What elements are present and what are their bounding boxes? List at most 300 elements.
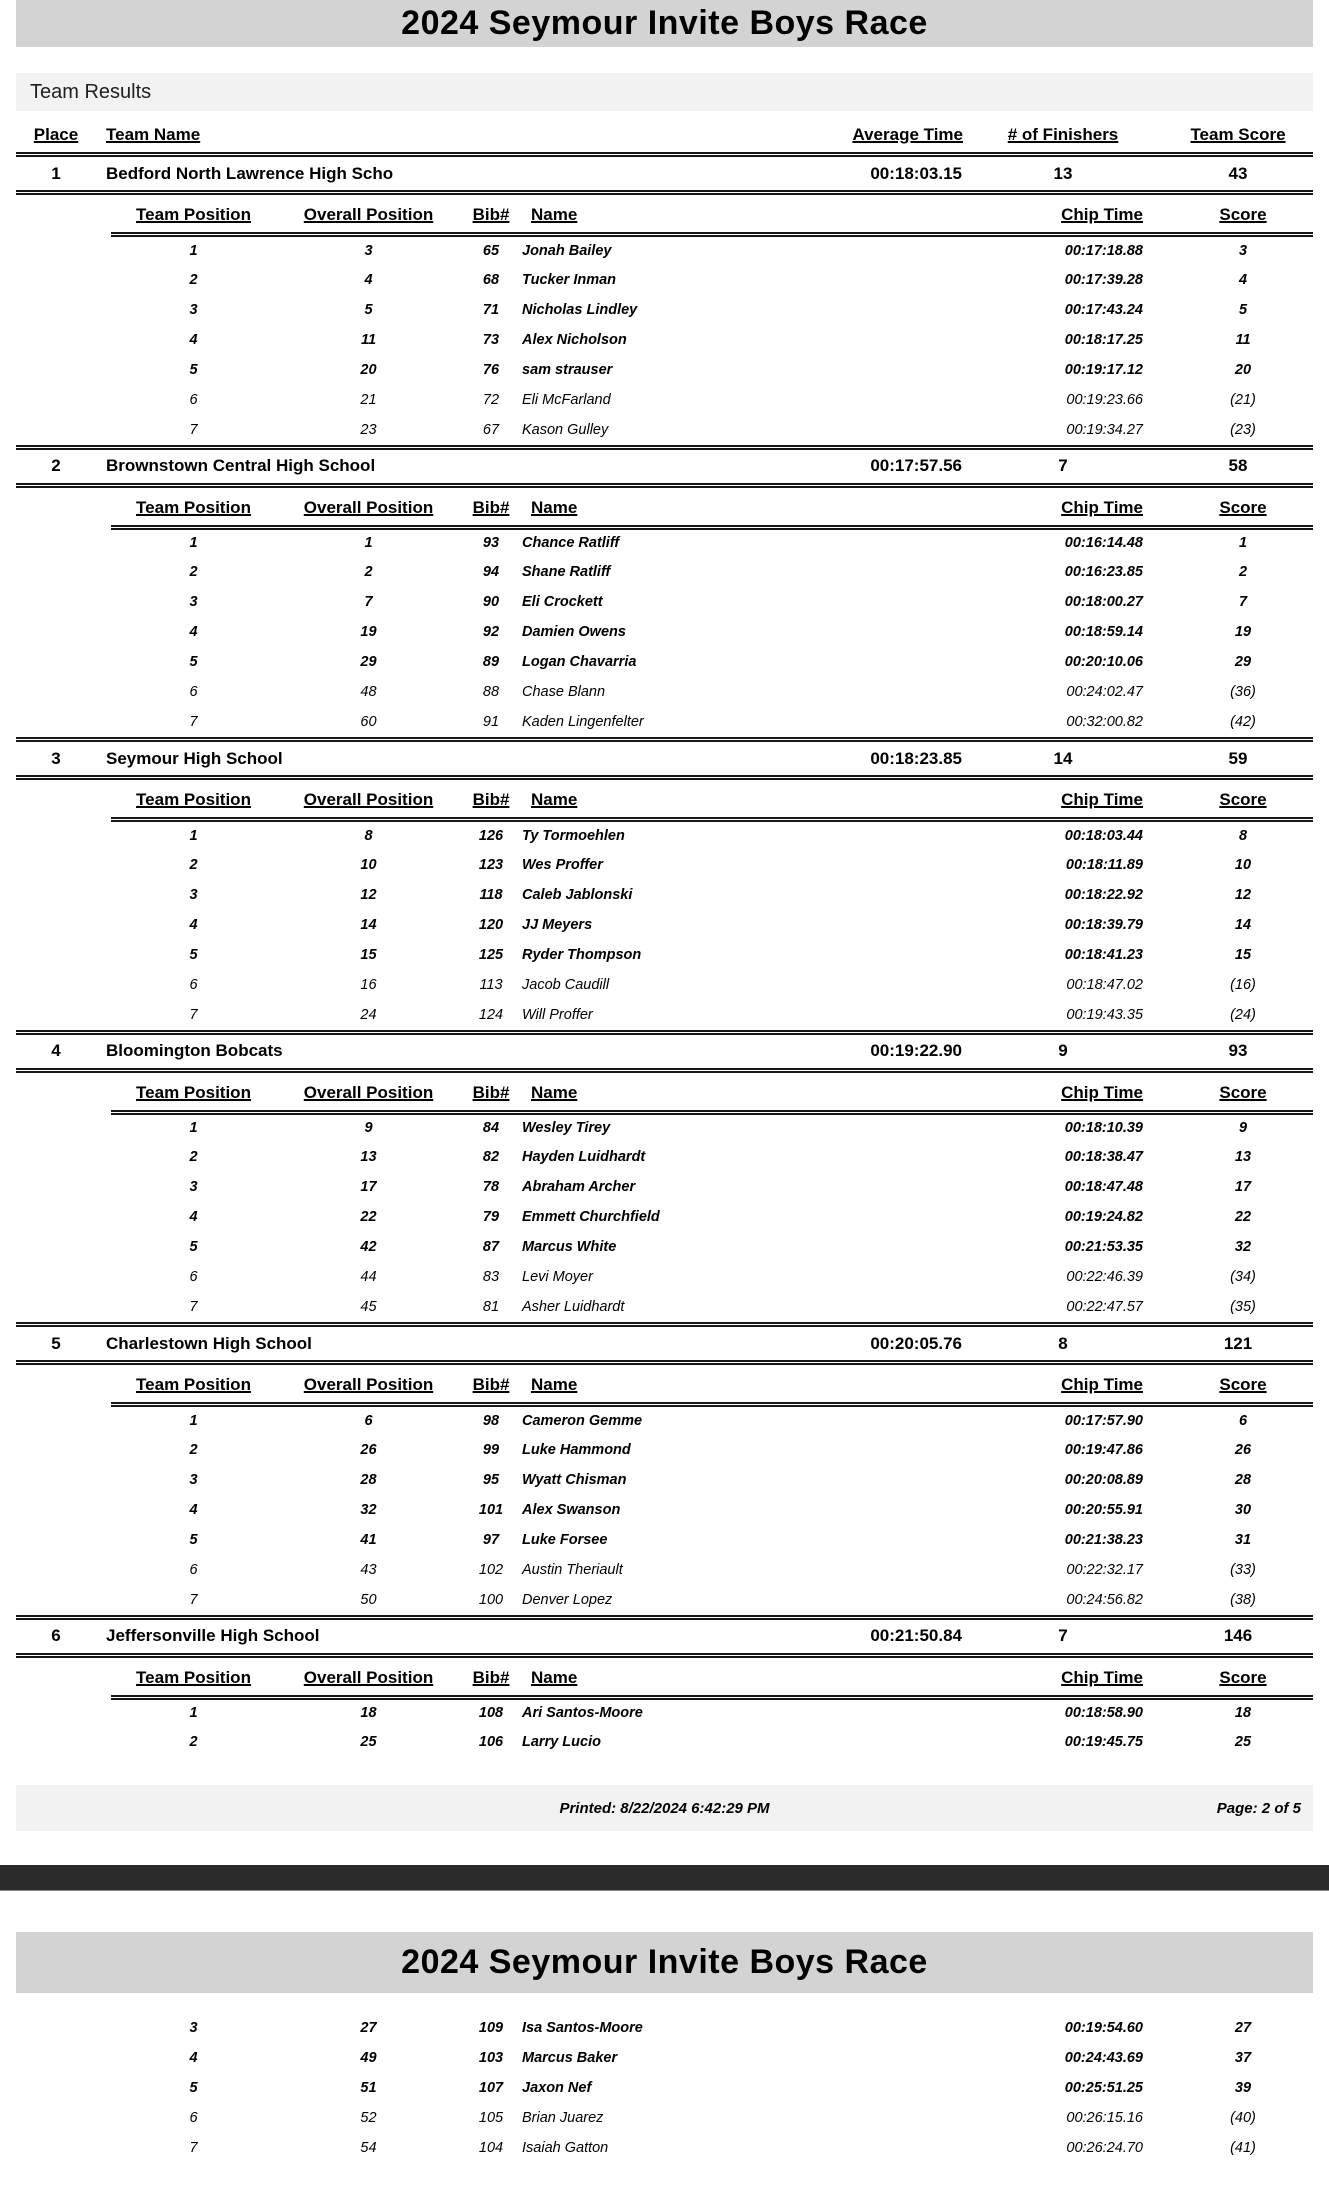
runner-overall-position: 48 <box>360 684 377 700</box>
runner-score: 29 <box>1234 654 1252 670</box>
runner-name: Chase Blann <box>522 684 606 700</box>
runner-team-position: 4 <box>189 1501 198 1518</box>
runner-bib: 118 <box>479 886 503 903</box>
runner-bib: 104 <box>478 2140 504 2156</box>
runner-score: (36) <box>1230 684 1256 700</box>
runner-overall-position: 25 <box>360 1734 377 1750</box>
runner-team-position: 2 <box>189 1441 198 1458</box>
team-name: Brownstown Central High School <box>96 447 678 485</box>
runner-chip-time: 00:17:43.24 <box>1064 301 1143 318</box>
runner-score: (16) <box>1230 976 1256 993</box>
runner-overall-position: 51 <box>360 2080 377 2096</box>
runner-overall-position: 2 <box>364 564 373 580</box>
sub-col-chip-time: Chip Time <box>953 1658 1173 1698</box>
runner-score: 2 <box>1238 564 1248 580</box>
runner-chip-time: 00:21:38.23 <box>1064 1531 1143 1548</box>
team-summary-row <box>16 1617 1313 1655</box>
runner-row <box>111 1262 1313 1292</box>
runner-chip-time: 00:18:38.47 <box>1064 1149 1143 1165</box>
runner-name: Luke Forsee <box>522 1531 608 1548</box>
team-average-time: 00:18:03.15 <box>678 155 963 193</box>
runner-name: Jaxon Nef <box>522 2080 592 2096</box>
runner-overall-position: 41 <box>360 1531 377 1548</box>
runner-bib: 88 <box>482 684 500 700</box>
runner-score: 19 <box>1234 624 1252 640</box>
runner-chip-time: 00:16:14.48 <box>1064 535 1143 552</box>
runner-overall-position: 49 <box>360 2050 377 2066</box>
runner-bib: 125 <box>478 946 504 963</box>
runner-row <box>111 1142 1313 1172</box>
runner-bib: 103 <box>478 2050 504 2066</box>
runner-bib: 83 <box>482 1269 500 1285</box>
runner-name: Eli McFarland <box>522 391 611 408</box>
runner-bib: 67 <box>482 421 500 438</box>
col-header-finishers: # of Finishers <box>963 115 1163 155</box>
sub-col-team-position: Team Position <box>111 195 276 235</box>
sub-col-score: Score <box>1173 1073 1313 1113</box>
runner-score: 22 <box>1234 1209 1252 1225</box>
runner-bib: 76 <box>482 361 500 378</box>
runner-overall-position: 18 <box>360 1705 377 1722</box>
runner-team-position: 4 <box>189 1209 198 1225</box>
runner-score: 18 <box>1234 1705 1252 1722</box>
runner-row <box>111 1697 1313 1727</box>
runner-chip-time: 00:18:11.89 <box>1065 856 1143 873</box>
runner-score: (24) <box>1230 1006 1256 1023</box>
runner-team-position: 5 <box>189 1531 198 1548</box>
title-band-page-2 <box>16 1932 1313 1993</box>
sub-col-score: Score <box>1173 195 1313 235</box>
runner-table <box>111 1365 1313 1615</box>
runner-team-position: 7 <box>189 1591 198 1608</box>
runner-overall-position: 43 <box>360 1561 377 1578</box>
team-summary-row <box>16 740 1313 778</box>
runner-team-position: 6 <box>189 976 198 993</box>
runner-overall-position: 3 <box>364 242 373 259</box>
sub-col-score: Score <box>1173 488 1313 528</box>
sub-col-name: Name <box>521 780 953 820</box>
runner-chip-time: 00:22:46.39 <box>1066 1269 1143 1285</box>
team-name: Bedford North Lawrence High Scho <box>96 155 678 193</box>
runner-name: Marcus White <box>522 1239 617 1255</box>
runner-bib: 97 <box>482 1531 500 1548</box>
runner-overall-position: 60 <box>360 714 377 730</box>
runner-bib: 72 <box>482 391 500 408</box>
runner-overall-position: 5 <box>364 301 373 318</box>
runner-name: JJ Meyers <box>522 916 593 933</box>
sub-col-score: Score <box>1173 780 1313 820</box>
team-average-time: 00:21:50.84 <box>678 1617 963 1655</box>
team-detail-cell <box>16 193 1313 448</box>
runner-row <box>111 385 1313 415</box>
runner-score: 8 <box>1238 827 1248 844</box>
runner-team-position: 3 <box>189 886 198 903</box>
runner-bib: 124 <box>478 1006 504 1023</box>
runner-team-position: 1 <box>189 535 198 552</box>
runner-team-position: 5 <box>189 946 198 963</box>
runner-row <box>111 1112 1313 1142</box>
runner-score: 1 <box>1238 535 1248 552</box>
runner-chip-time: 00:18:47.48 <box>1064 1179 1143 1195</box>
runner-row <box>111 910 1313 940</box>
runner-overall-position: 27 <box>360 2020 377 2036</box>
sub-col-team-position: Team Position <box>111 488 276 528</box>
sub-col-chip-time: Chip Time <box>953 1365 1173 1405</box>
page-title-page-2: 2024 Seymour Invite Boys Race <box>401 1943 928 1981</box>
runner-name: Tucker Inman <box>522 271 617 288</box>
runner-bib: 68 <box>482 271 500 288</box>
runner-name: Marcus Baker <box>522 2050 618 2066</box>
runner-row <box>111 647 1313 677</box>
team-score: 93 <box>1163 1032 1313 1070</box>
runner-row <box>111 707 1313 737</box>
runner-bib: 79 <box>482 1209 500 1225</box>
runner-row <box>111 1292 1313 1322</box>
team-finishers: 14 <box>963 740 1163 778</box>
page-break-separator <box>0 1865 1329 1891</box>
team-detail-row <box>16 1363 1313 1618</box>
runner-score: 3 <box>1238 242 1248 259</box>
runner-chip-time: 00:20:55.91 <box>1064 1501 1143 1518</box>
runner-bib: 126 <box>478 827 504 844</box>
runner-row <box>111 355 1313 385</box>
section-band <box>16 73 1313 111</box>
runner-score: 15 <box>1234 946 1252 963</box>
runner-overall-position: 54 <box>360 2140 377 2156</box>
runner-team-position: 4 <box>189 2050 198 2066</box>
runner-chip-time: 00:18:41.23 <box>1064 946 1143 963</box>
team-summary-row <box>16 155 1313 193</box>
report-page-2 <box>0 1932 1329 2201</box>
runner-bib: 100 <box>478 1591 504 1608</box>
sub-col-bib: Bib# <box>461 1073 521 1113</box>
runner-score: 31 <box>1234 1531 1252 1548</box>
runner-row <box>111 557 1313 587</box>
runner-team-position: 1 <box>189 1412 198 1429</box>
team-score: 43 <box>1163 155 1313 193</box>
runner-team-position: 6 <box>189 684 198 700</box>
runner-header-row <box>111 1365 1313 1405</box>
runner-score: (35) <box>1230 1299 1256 1315</box>
team-summary-row <box>16 1325 1313 1363</box>
runner-name: Isaiah Gatton <box>522 2140 609 2156</box>
team-results-table <box>16 115 1313 1757</box>
runner-row <box>111 820 1313 850</box>
runner-bib: 106 <box>478 1734 504 1750</box>
team-name: Charlestown High School <box>96 1325 678 1363</box>
runner-score: (34) <box>1230 1269 1256 1285</box>
runner-chip-time: 00:17:57.90 <box>1064 1412 1143 1429</box>
runner-chip-time: 00:32:00.82 <box>1066 714 1143 730</box>
runner-team-position: 2 <box>189 1149 198 1165</box>
team-score: 121 <box>1163 1325 1313 1363</box>
team-name: Jeffersonville High School <box>96 1617 678 1655</box>
sub-col-bib: Bib# <box>461 488 521 528</box>
runner-name: Ari Santos-Moore <box>522 1705 643 1722</box>
runner-bib: 89 <box>482 654 500 670</box>
runner-row <box>111 677 1313 707</box>
sub-col-name: Name <box>521 488 953 528</box>
team-place: 2 <box>16 447 96 485</box>
runner-team-position: 7 <box>189 1006 198 1023</box>
team-summary-row <box>16 1032 1313 1070</box>
runner-chip-time: 00:19:54.60 <box>1064 2020 1143 2036</box>
runner-bib: 91 <box>482 714 500 730</box>
runner-row <box>111 1727 1313 1757</box>
runner-bib: 73 <box>482 331 500 348</box>
runner-team-position: 2 <box>189 271 198 288</box>
runner-team-position: 3 <box>189 2020 198 2036</box>
runner-row <box>111 1555 1313 1585</box>
runner-team-position: 5 <box>189 361 198 378</box>
runner-team-position: 1 <box>189 827 198 844</box>
runner-name: Cameron Gemme <box>522 1412 643 1429</box>
runner-team-position: 3 <box>189 594 198 610</box>
runner-overall-position: 4 <box>364 271 373 288</box>
sub-col-chip-time: Chip Time <box>953 780 1173 820</box>
runner-header-row <box>111 1073 1313 1113</box>
runner-chip-time: 00:18:22.92 <box>1064 886 1143 903</box>
runner-team-position: 5 <box>189 654 198 670</box>
runner-score: 32 <box>1234 1239 1252 1255</box>
runner-name: Shane Ratliff <box>522 564 611 580</box>
runner-overall-position: 28 <box>360 1471 377 1488</box>
sub-col-overall-position: Overall Position <box>276 1658 461 1698</box>
sub-col-bib: Bib# <box>461 780 521 820</box>
title-band <box>16 0 1313 47</box>
runner-table <box>111 1073 1313 1323</box>
runner-table <box>111 780 1313 1030</box>
runner-bib: 99 <box>482 1441 500 1458</box>
sub-col-bib: Bib# <box>461 1365 521 1405</box>
runner-overall-position: 45 <box>360 1299 377 1315</box>
runner-team-position: 1 <box>189 1705 198 1722</box>
runner-overall-position: 17 <box>360 1179 377 1195</box>
team-score: 146 <box>1163 1617 1313 1655</box>
runner-score: (23) <box>1230 421 1256 438</box>
runner-bib: 102 <box>478 1561 504 1578</box>
runner-chip-time: 00:19:24.82 <box>1064 1209 1143 1225</box>
sub-col-name: Name <box>521 195 953 235</box>
runner-name: Emmett Churchfield <box>522 1209 660 1225</box>
sub-col-team-position: Team Position <box>111 1658 276 1698</box>
runner-row <box>111 1495 1313 1525</box>
runner-team-position: 1 <box>189 242 198 259</box>
sub-col-team-position: Team Position <box>111 1365 276 1405</box>
runner-team-position: 6 <box>189 2110 198 2126</box>
runner-header-row <box>111 1658 1313 1698</box>
runner-overall-position: 13 <box>360 1149 377 1165</box>
team-name: Seymour High School <box>96 740 678 778</box>
page-footer <box>16 1785 1313 1831</box>
runner-overall-position: 32 <box>360 1501 377 1518</box>
runner-row <box>111 235 1313 265</box>
sub-col-overall-position: Overall Position <box>276 1073 461 1113</box>
runner-team-position: 7 <box>189 1299 198 1315</box>
runner-chip-time: 00:20:10.06 <box>1064 654 1143 670</box>
team-detail-row <box>16 778 1313 1033</box>
runner-header-row <box>111 488 1313 528</box>
runner-name: Wesley Tirey <box>522 1120 611 1137</box>
team-finishers: 7 <box>963 1617 1163 1655</box>
runner-bib: 82 <box>482 1149 500 1165</box>
runner-score: 10 <box>1234 856 1252 873</box>
team-average-time: 00:20:05.76 <box>678 1325 963 1363</box>
team-name: Bloomington Bobcats <box>96 1032 678 1070</box>
runner-bib: 98 <box>482 1412 500 1429</box>
col-header-average-time: Average Time <box>678 115 963 155</box>
runner-score: (33) <box>1230 1561 1256 1578</box>
team-average-time: 00:18:23.85 <box>678 740 963 778</box>
runner-chip-time: 00:19:17.12 <box>1064 361 1143 378</box>
runner-overall-position: 14 <box>360 916 377 933</box>
runner-table <box>111 195 1313 445</box>
runner-score: 17 <box>1234 1179 1252 1195</box>
runner-chip-time: 00:24:02.47 <box>1066 684 1143 700</box>
runner-row <box>111 2013 1313 2043</box>
sub-col-overall-position: Overall Position <box>276 488 461 528</box>
runner-row <box>111 295 1313 325</box>
runner-score: (41) <box>1230 2140 1256 2156</box>
runner-overall-position: 10 <box>360 856 377 873</box>
team-place: 5 <box>16 1325 96 1363</box>
runner-bib: 81 <box>482 1299 500 1315</box>
runner-name: Wyatt Chisman <box>522 1471 627 1488</box>
runner-overall-position: 9 <box>364 1120 373 1137</box>
runner-chip-time: 00:17:39.28 <box>1064 271 1143 288</box>
runner-score: (38) <box>1230 1591 1256 1608</box>
runner-team-position: 6 <box>189 1269 198 1285</box>
sub-col-name: Name <box>521 1365 953 1405</box>
runner-score: (40) <box>1230 2110 1256 2126</box>
runner-bib: 95 <box>482 1471 500 1488</box>
sub-col-score: Score <box>1173 1658 1313 1698</box>
sub-col-bib: Bib# <box>461 195 521 235</box>
runner-team-position: 7 <box>189 714 198 730</box>
runner-overall-position: 7 <box>364 594 373 610</box>
runner-chip-time: 00:26:15.16 <box>1066 2110 1143 2126</box>
runner-chip-time: 00:18:47.02 <box>1066 976 1143 993</box>
page-title: 2024 Seymour Invite Boys Race <box>401 4 928 42</box>
team-detail-cell <box>16 778 1313 1033</box>
team-finishers: 8 <box>963 1325 1163 1363</box>
printed-timestamp: Printed: 8/22/2024 6:42:29 PM <box>559 1799 770 1817</box>
runner-score: 6 <box>1238 1412 1248 1429</box>
runner-bib: 71 <box>482 301 500 318</box>
runner-row <box>111 2073 1313 2103</box>
team-detail-cell <box>16 1655 1313 1757</box>
continuation-runners <box>111 2013 1313 2163</box>
team-detail-cell <box>16 485 1313 740</box>
team-average-time: 00:19:22.90 <box>678 1032 963 1070</box>
team-average-time: 00:17:57.56 <box>678 447 963 485</box>
runner-row <box>111 415 1313 445</box>
runner-name: Chance Ratliff <box>522 535 620 552</box>
runner-score: 20 <box>1234 361 1252 378</box>
runner-row <box>111 265 1313 295</box>
runner-chip-time: 00:18:59.14 <box>1064 624 1143 640</box>
runner-chip-time: 00:19:45.75 <box>1064 1734 1143 1750</box>
runner-team-position: 4 <box>189 331 198 348</box>
runner-row <box>111 1202 1313 1232</box>
runner-score: 26 <box>1234 1441 1252 1458</box>
sub-col-name: Name <box>521 1073 953 1113</box>
team-detail-row <box>16 193 1313 448</box>
runner-team-position: 7 <box>189 421 198 438</box>
runner-chip-time: 00:18:10.39 <box>1064 1120 1143 1137</box>
runner-name: Brian Juarez <box>522 2110 604 2126</box>
runner-chip-time: 00:18:58.90 <box>1064 1705 1143 1722</box>
runner-overall-position: 19 <box>360 624 377 640</box>
runner-bib: 109 <box>478 2020 504 2036</box>
sub-col-name: Name <box>521 1658 953 1698</box>
runner-overall-position: 26 <box>360 1441 377 1458</box>
team-summary-row <box>16 447 1313 485</box>
runner-score: (42) <box>1230 714 1256 730</box>
runner-row <box>111 1405 1313 1435</box>
runner-name: Asher Luidhardt <box>522 1299 625 1315</box>
team-finishers: 7 <box>963 447 1163 485</box>
runner-header-row <box>111 195 1313 235</box>
runner-bib: 87 <box>482 1239 500 1255</box>
runner-chip-time: 00:16:23.85 <box>1064 564 1143 580</box>
runner-team-position: 4 <box>189 916 198 933</box>
runner-score: 7 <box>1238 594 1248 610</box>
runner-chip-time: 00:22:47.57 <box>1066 1299 1143 1315</box>
runner-name: Abraham Archer <box>522 1179 636 1195</box>
runner-name: Ryder Thompson <box>522 946 642 963</box>
runner-row <box>111 587 1313 617</box>
runner-chip-time: 00:18:03.44 <box>1064 827 1143 844</box>
runner-bib: 92 <box>482 624 500 640</box>
team-detail-cell <box>16 1070 1313 1325</box>
runner-score: (21) <box>1230 391 1256 408</box>
sub-col-bib: Bib# <box>461 1658 521 1698</box>
runner-score: 37 <box>1234 2050 1252 2066</box>
runner-chip-time: 00:22:32.17 <box>1066 1561 1143 1578</box>
runner-score: 5 <box>1238 301 1248 318</box>
runner-bib: 94 <box>482 564 500 580</box>
runner-row <box>111 2103 1313 2133</box>
runner-score: 13 <box>1234 1149 1252 1165</box>
sub-col-team-position: Team Position <box>111 1073 276 1113</box>
sub-col-chip-time: Chip Time <box>953 195 1173 235</box>
runner-score: 12 <box>1234 886 1252 903</box>
runner-team-position: 7 <box>189 2140 198 2156</box>
runner-chip-time: 00:24:56.82 <box>1066 1591 1143 1608</box>
runner-team-position: 6 <box>189 391 198 408</box>
sub-col-score: Score <box>1173 1365 1313 1405</box>
runner-bib: 93 <box>482 535 500 552</box>
team-place: 1 <box>16 155 96 193</box>
runner-score: 28 <box>1234 1471 1252 1488</box>
runner-overall-position: 44 <box>360 1269 377 1285</box>
runner-row <box>111 850 1313 880</box>
runner-overall-position: 12 <box>360 886 377 903</box>
runner-bib: 78 <box>482 1179 500 1195</box>
runner-score: 27 <box>1234 2020 1252 2036</box>
runner-name: Levi Moyer <box>522 1269 593 1285</box>
runner-chip-time: 00:19:23.66 <box>1066 391 1143 408</box>
runner-name: sam strauser <box>522 361 613 378</box>
sub-col-chip-time: Chip Time <box>953 1073 1173 1113</box>
team-detail-row <box>16 1070 1313 1325</box>
runner-row <box>111 1585 1313 1615</box>
runner-bib: 120 <box>478 916 504 933</box>
team-place: 4 <box>16 1032 96 1070</box>
runner-name: Jacob Caudill <box>522 976 610 993</box>
runner-overall-position: 52 <box>360 2110 377 2126</box>
